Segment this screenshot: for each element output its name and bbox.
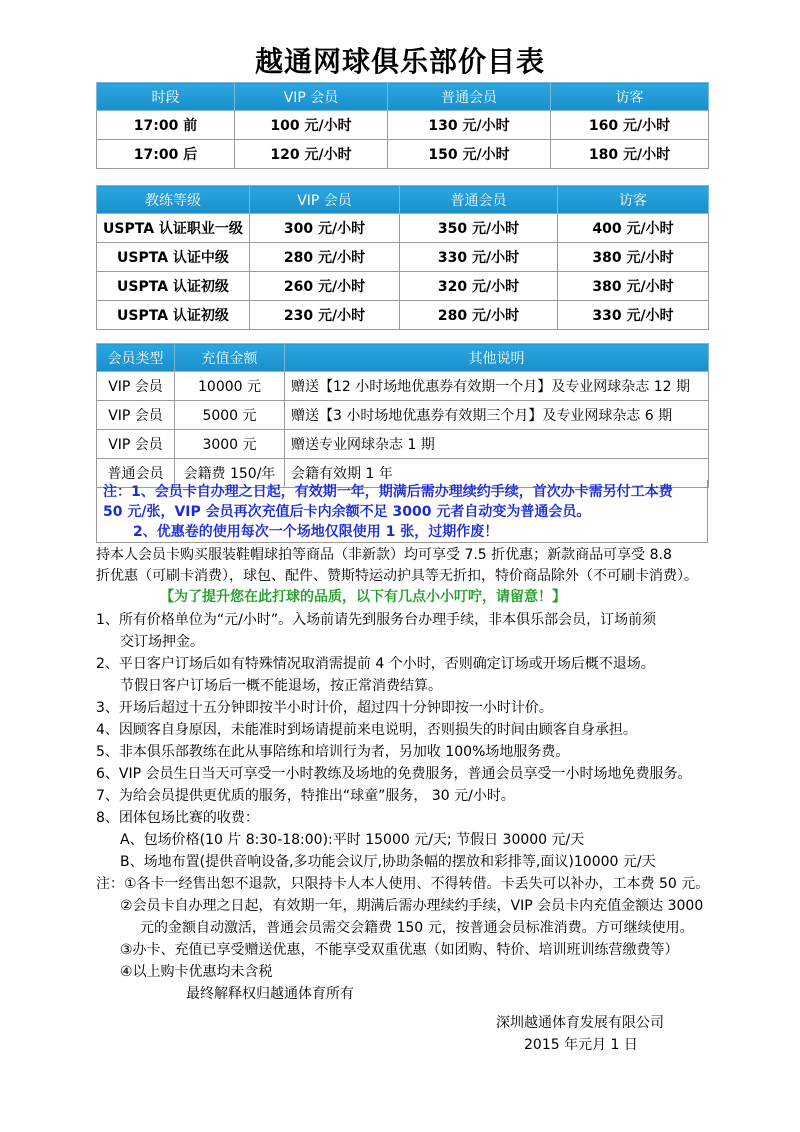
table-header-row <box>97 344 709 372</box>
table-header-row <box>97 186 709 214</box>
column-header: 充值金额 <box>175 344 285 372</box>
footnote: 元的金额自动激活，普通会员需交会籍费 150 元，按普通会员标准消费。方可继续使用。 <box>140 920 694 936</box>
table-cell: VIP 会员 <box>97 372 175 401</box>
table-cell: 180 元/小时 <box>551 140 709 169</box>
table-cell: 320 元/小时 <box>400 272 558 301</box>
reminder-banner: 【为了提升您在此打球的品质，以下有几点小小叮咛，请留意！】 <box>160 589 566 605</box>
table-cell: 100 元/小时 <box>235 111 388 140</box>
rule-item: 1、所有价格单位为“元/小时”。入场前请先到服务台办理手续，非本俱乐部会员，订场前须 <box>96 612 657 628</box>
column-header: 访客 <box>551 83 709 111</box>
table-cell: 赠送专业网球杂志 1 期 <box>285 430 709 459</box>
table-cell: 120 元/小时 <box>235 140 388 169</box>
table-cell: 230 元/小时 <box>250 301 400 330</box>
column-header: 访客 <box>558 186 709 214</box>
table-row <box>97 272 709 301</box>
rule-item: 3、开场后超过十五分钟即按半小时计价，超过四十分钟即按一小时计价。 <box>96 700 553 716</box>
table-cell: USPTA 认证中级 <box>97 243 250 272</box>
footnote: ③办卡、充值已享受赠送优惠，不能享受双重优惠（如团购、特价、培训班训练营缴费等） <box>120 942 679 958</box>
table-cell: USPTA 认证初级 <box>97 301 250 330</box>
table-cell: 300 元/小时 <box>250 214 400 243</box>
table-cell: VIP 会员 <box>97 401 175 430</box>
column-header: 普通会员 <box>400 186 558 214</box>
discount-line: 持本人会员卡购买服装鞋帽球拍等商品（非新款）均可享受 7.5 折优惠；新款商品可享受 8.8 <box>96 547 672 563</box>
column-header: 普通会员 <box>388 83 551 111</box>
table-cell: 3000 元 <box>175 430 285 459</box>
column-header: VIP 会员 <box>235 83 388 111</box>
table-row <box>97 111 709 140</box>
table-cell: VIP 会员 <box>97 430 175 459</box>
table-cell: 380 元/小时 <box>558 243 709 272</box>
table-cell: 赠送【12 小时场地优惠券有效期一个月】及专业网球杂志 12 期 <box>285 372 709 401</box>
issue-date: 2015 年元月 1 日 <box>524 1037 638 1053</box>
note-line: 2、优惠卷的使用每次一个场地仅限使用 1 张，过期作废！ <box>133 524 499 540</box>
table-row <box>97 401 709 430</box>
table-cell: 130 元/小时 <box>388 111 551 140</box>
table-cell: 330 元/小时 <box>400 243 558 272</box>
page-title: 越通网球俱乐部价目表 <box>254 45 545 78</box>
membership-table <box>96 343 709 488</box>
table-cell: 赠送【3 小时场地优惠券有效期三个月】及专业网球杂志 6 期 <box>285 401 709 430</box>
footnote: 注：①各卡一经售出恕不退款，只限持卡人本人使用、不得转借。卡丢失可以补办，工本费 50 元。 <box>96 876 710 892</box>
rule-item: 2、平日客户订场后如有特殊情况取消需提前 4 个小时，否则确定订场或开场后概不退场。 <box>96 656 655 672</box>
coach-price-table <box>96 185 709 330</box>
table-cell: 10000 元 <box>175 372 285 401</box>
rule-item: 8、团体包场比赛的收费： <box>96 810 259 826</box>
note-line: 50 元/张，VIP 会员再次充值后卡内余额不足 3000 元者自动变为普通会员。 <box>103 504 591 520</box>
table-cell: 160 元/小时 <box>551 111 709 140</box>
table-cell: 5000 元 <box>175 401 285 430</box>
table-cell: 280 元/小时 <box>250 243 400 272</box>
table-row <box>97 301 709 330</box>
rule-item: 6、VIP 会员生日当天可享受一小时教练及场地的免费服务，普通会员享受一小时场地免费服务。 <box>96 766 692 782</box>
table-cell: 会籍费 150/年 <box>175 459 285 488</box>
footnote: ④以上购卡优惠均未含税 <box>120 964 273 980</box>
court-price-table <box>96 82 709 169</box>
table-cell: 400 元/小时 <box>558 214 709 243</box>
column-header: VIP 会员 <box>250 186 400 214</box>
rule-item: A、包场价格(10 片 8:30-18:00):平时 15000 元/天; 节假日 30000 元/天 <box>120 832 585 848</box>
membership-notes <box>96 480 708 543</box>
table-cell: USPTA 认证职业一级 <box>97 214 250 243</box>
rule-item: 交订场押金。 <box>120 634 204 650</box>
company-name: 深圳越通体育发展有限公司 <box>496 1015 664 1031</box>
table-cell: USPTA 认证初级 <box>97 272 250 301</box>
table-cell: 会籍有效期 1 年 <box>285 459 709 488</box>
table-cell: 150 元/小时 <box>388 140 551 169</box>
rule-item: 4、因顾客自身原因，未能准时到场请提前来电说明，否则损失的时间由顾客自身承担。 <box>96 722 637 738</box>
column-header: 时段 <box>97 83 235 111</box>
table-row <box>97 140 709 169</box>
table-header-row <box>97 83 709 111</box>
column-header: 教练等级 <box>97 186 250 214</box>
table-cell: 17:00 前 <box>97 111 235 140</box>
table-row <box>97 430 709 459</box>
footnote: ②会员卡自办理之日起，有效期一年，期满后需办理续约手续，VIP 会员卡内充值金额达 3000 <box>120 898 704 914</box>
rule-item: 7、为给会员提供更优质的服务，特推出“球童”服务， 30 元/小时。 <box>96 788 515 804</box>
table-cell: 330 元/小时 <box>558 301 709 330</box>
rule-item: 5、非本俱乐部教练在此从事陪练和培训行为者，另加收 100%场地服务费。 <box>96 744 570 760</box>
table-cell: 260 元/小时 <box>250 272 400 301</box>
table-cell: 17:00 后 <box>97 140 235 169</box>
table-row <box>97 243 709 272</box>
table-row <box>97 372 709 401</box>
table-cell: 280 元/小时 <box>400 301 558 330</box>
table-cell: 普通会员 <box>97 459 175 488</box>
note-line: 注：1、会员卡自办理之日起，有效期一年，期满后需办理续约手续，首次办卡需另付工本费 <box>103 484 673 500</box>
column-header: 会员类型 <box>97 344 175 372</box>
table-cell: 350 元/小时 <box>400 214 558 243</box>
table-cell: 380 元/小时 <box>558 272 709 301</box>
table-row <box>97 214 709 243</box>
rule-item: 节假日客户订场后一概不能退场，按正常消费结算。 <box>120 678 442 694</box>
disclaimer: 最终解释权归越通体育所有 <box>186 986 354 1002</box>
column-header: 其他说明 <box>285 344 709 372</box>
discount-line: 折优惠（可刷卡消费），球包、配件、赞斯特运动护具等无折扣，特价商品除外（不可刷卡消费）。 <box>96 568 698 584</box>
rule-item: B、场地布置(提供音响设备,多功能会议厅,协助条幅的摆放和彩排等,面议)10000 元/天 <box>120 854 656 870</box>
